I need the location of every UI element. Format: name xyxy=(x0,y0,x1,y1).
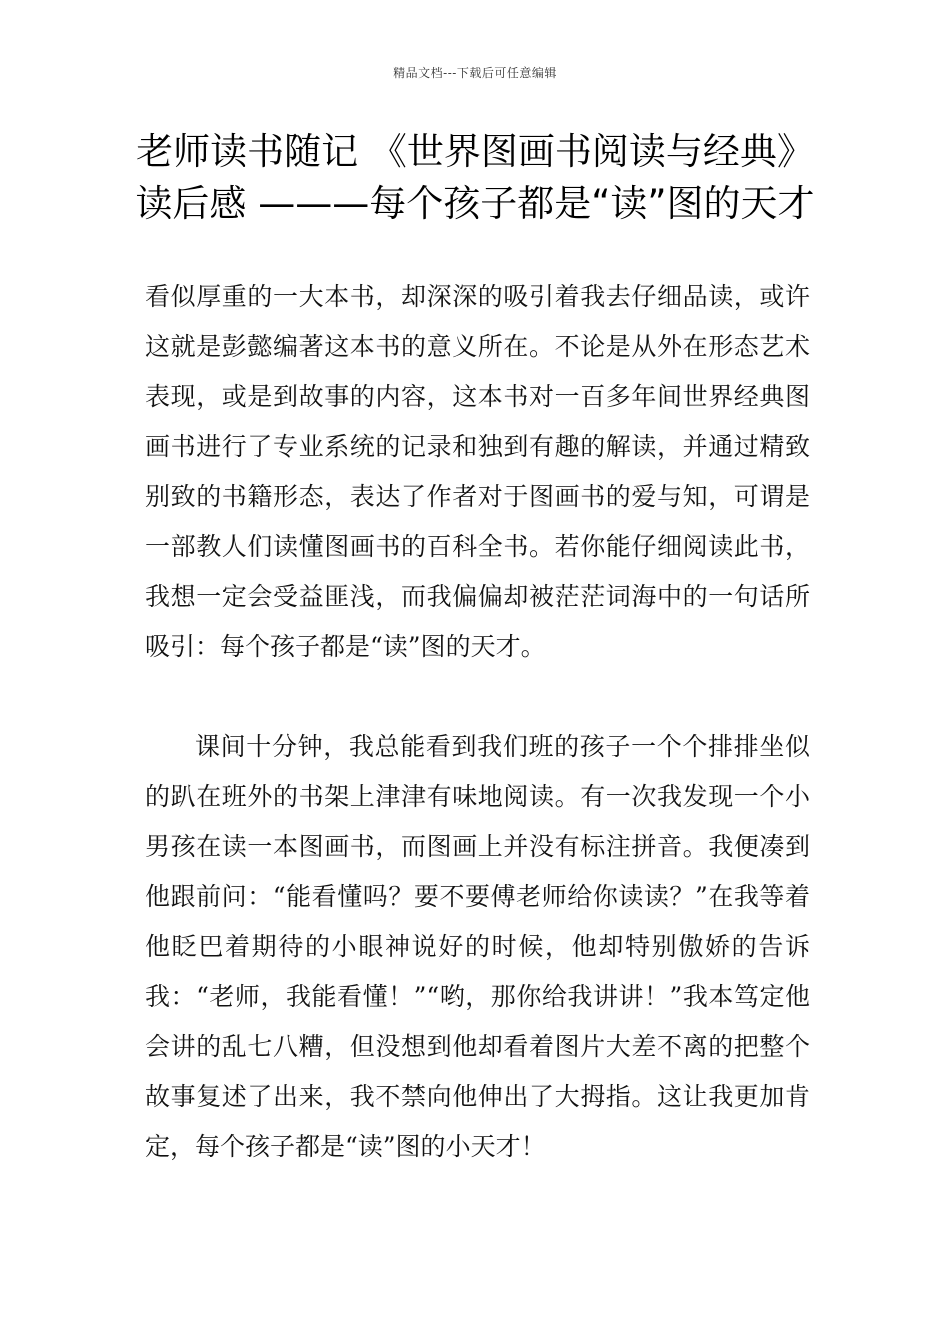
body-paragraph-1: 看似厚重的一大本书，却深深的吸引着我去仔细品读，或许这就是彭懿编著这本书的意义所在。不论是从外在形态艺术表现，或是到故事的内容，这本书对一百多年间世界经典图画书进行了专业系统的记录和独到有趣的解读，并通过精致别致的书籍形态，表达了作者对于图画书的爱与知，可谓是一部教人们读懂图画书的百科全书。若你能仔细阅读此书，我想一定会受益匪浅，而我偏偏却被茫茫词海中的一句话所吸引：每个孩子都是“读”图的天才。 xyxy=(145,282,810,661)
body-paragraph-2: 课间十分钟，我总能看到我们班的孩子一个个排排坐似的趴在班外的书架上津津有味地阅读。有一次我发现一个小男孩在读一本图画书，而图画上并没有标注拼音。我便凑到他跟前问：“能看懂吗？要不要傅老师给你读读？”在我等着他眨巴着期待的小眼神说好的时候，他却特别傲娇的告诉我：“老师，我能看懂！”“哟，那你给我讲讲！”我本笃定他会讲的乱七八糟，但没想到他却看着图片大差不离的把整个故事复述了出来，我不禁向他伸出了大拇指。这让我更加肯定，每个孩子都是“读”图的小天才！ xyxy=(145,732,810,1161)
document-title: 老师读书随记 《世界图画书阅读与经典》读后感 ———每个孩子都是“读”图的天才 xyxy=(135,130,815,225)
header-note: 精品文档---下载后可任意编辑 xyxy=(393,66,557,80)
